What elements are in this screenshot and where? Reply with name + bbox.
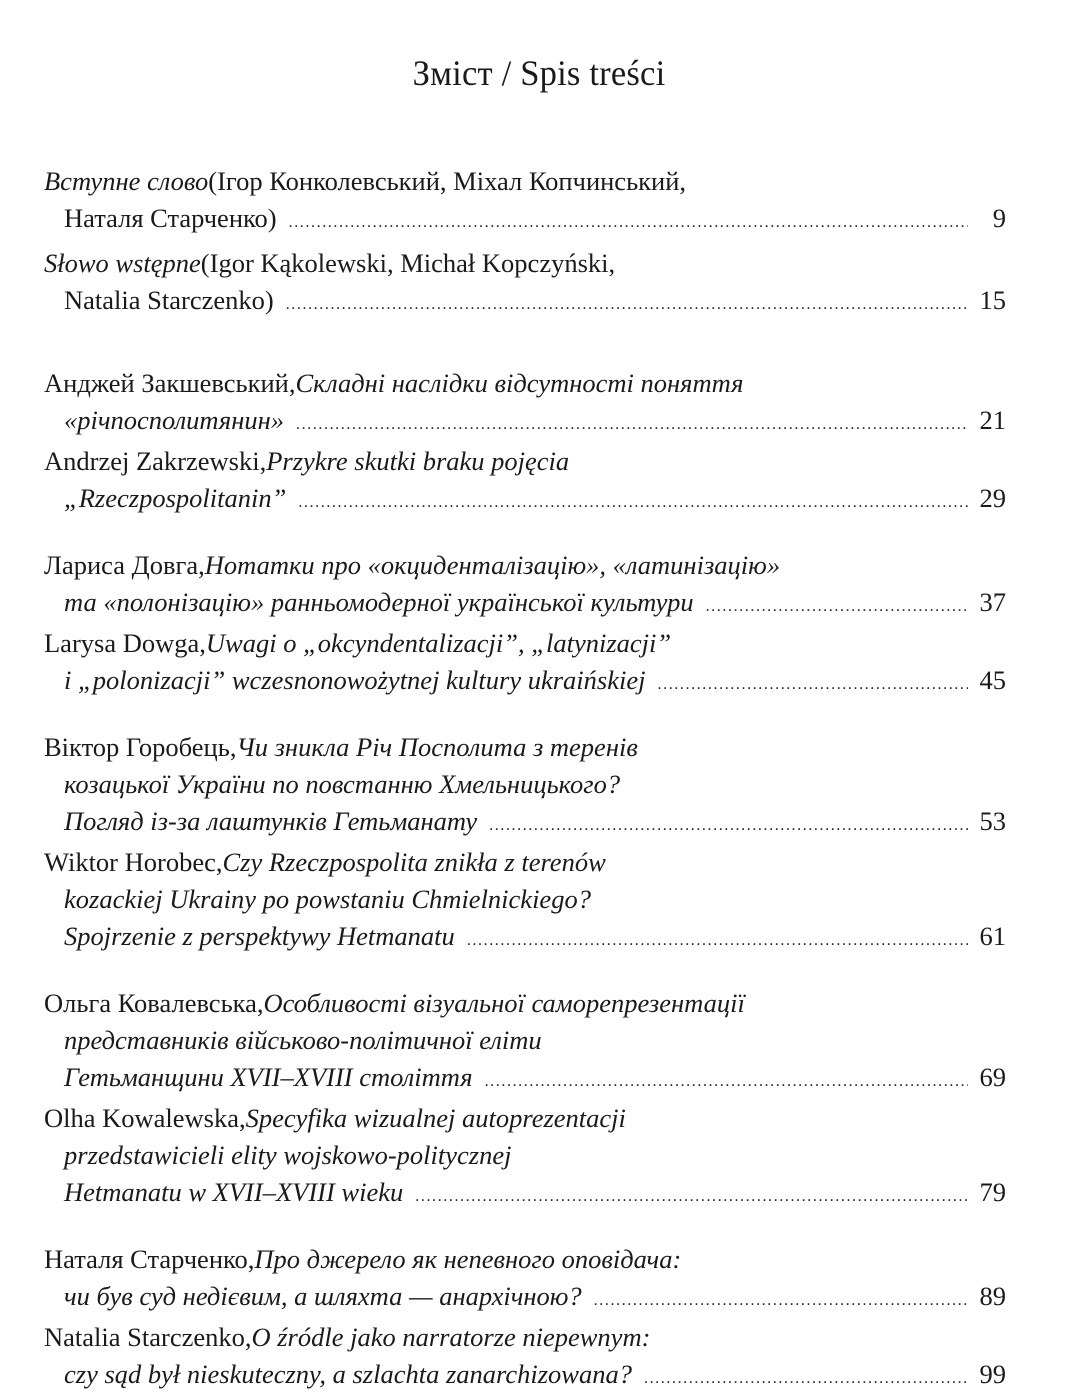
toc-entry-title: Гетьманщини XVII–XVIII століття	[64, 1062, 473, 1092]
dot-leader	[658, 666, 969, 703]
toc-entry-page: 61	[979, 921, 1006, 951]
toc-entry-line	[44, 547, 1006, 584]
toc-entry-authors: Natalia Starczenko)	[64, 285, 274, 315]
toc-entry-title: „Rzeczpospolitanin”	[64, 483, 287, 513]
dot-leader	[706, 588, 968, 625]
table-of-contents	[44, 163, 1006, 1397]
toc-entry[interactable]	[44, 1241, 1006, 1319]
dot-leader	[286, 286, 968, 323]
toc-entry-page: 99	[979, 1359, 1006, 1389]
dot-leader	[415, 1178, 968, 1215]
toc-entry-line	[44, 1278, 1006, 1319]
toc-entry-title: czy sąd był nieskuteczny, a szlachta zanarchizowana?	[64, 1359, 632, 1389]
dot-leader	[485, 1063, 968, 1100]
dot-leader	[467, 922, 968, 959]
toc-entry-title: Особливості візуальної саморепрезентації	[263, 988, 745, 1018]
toc-entry-title: та «полонізацію» ранньомодерної української культури	[64, 587, 694, 617]
toc-entry-title: Słowo wstępne	[44, 248, 201, 278]
toc-entry-title: Przykre skutki braku pojęcia	[266, 446, 570, 476]
toc-entry[interactable]	[44, 163, 1006, 241]
dot-leader	[644, 1360, 968, 1397]
toc-entry-line	[44, 1356, 1006, 1397]
toc-entry-line	[44, 1137, 1006, 1174]
toc-entry-author: Анджей Закшевський,	[44, 368, 296, 398]
toc-entry-author: Larysa Dowga,	[44, 628, 206, 658]
toc-entry-line	[44, 662, 1006, 703]
toc-entry-author: Olha Kowalewska,	[44, 1103, 246, 1133]
toc-entry[interactable]	[44, 365, 1006, 443]
toc-entry-author: Віктор Горобець,	[44, 732, 237, 762]
toc-entry-page: 69	[979, 1062, 1006, 1092]
toc-entry-line	[44, 1319, 1006, 1356]
toc-entry-page: 79	[979, 1177, 1006, 1207]
toc-entry-title: Вступне слово	[44, 166, 209, 196]
toc-entry-title: kozackiej Ukrainy po powstaniu Chmielnickiego?	[64, 884, 591, 914]
toc-entry-page: 53	[979, 806, 1006, 836]
dot-leader	[289, 204, 968, 241]
toc-entry-line	[44, 480, 1006, 521]
toc-entry-title: Hetmanatu w XVII–XVIII wieku	[64, 1177, 404, 1207]
dot-leader	[594, 1282, 968, 1319]
toc-entry-title: Нотатки про «окциденталізацію», «латинізацію»	[204, 550, 781, 580]
toc-entry[interactable]	[44, 625, 1006, 703]
toc-entry-line	[44, 766, 1006, 803]
toc-entry-title: i „polonizacji” wczesnonowożytnej kultury ukraińskiej	[64, 665, 646, 695]
toc-entry-line	[44, 844, 1006, 881]
toc-entry[interactable]	[44, 1100, 1006, 1215]
toc-entry[interactable]	[44, 1319, 1006, 1397]
toc-entry-line	[44, 803, 1006, 844]
page-title: Зміст / Spis treści	[412, 53, 666, 93]
toc-entry[interactable]	[44, 547, 1006, 625]
toc-entry-title: Погляд із-за лаштунків Гетьманату	[64, 806, 478, 836]
dot-leader	[489, 807, 968, 844]
toc-entry-page: 21	[979, 405, 1006, 435]
toc-entry-authors: Наталя Старченко)	[64, 203, 277, 233]
toc-entry-title: чи був суд недієвим, а шляхта — анархічною?	[64, 1281, 582, 1311]
toc-entry-title: Specyfika wizualnej autoprezentacji	[245, 1103, 626, 1133]
toc-entry-line	[44, 163, 1006, 200]
toc-entry-title: Про джерело як непевного оповідача:	[254, 1244, 682, 1274]
toc-entry-line	[44, 245, 1006, 282]
toc-entry-line	[44, 584, 1006, 625]
toc-entry-line	[44, 625, 1006, 662]
toc-entry-page: 89	[979, 1281, 1006, 1311]
toc-entry-title: «річпосполитянин»	[64, 405, 284, 435]
toc-entry-title: przedstawicieli elity wojskowo-politycznej	[64, 1140, 512, 1170]
toc-entry-line	[44, 443, 1006, 480]
toc-entry-title: козацької України по повстанню Хмельницького?	[64, 769, 621, 799]
toc-entry[interactable]	[44, 245, 1006, 323]
toc-entry-line	[44, 365, 1006, 402]
toc-entry-line	[44, 1174, 1006, 1215]
toc-entry-line	[44, 918, 1006, 959]
toc-entry-page: 15	[979, 285, 1006, 315]
toc-entry-line	[44, 200, 1006, 241]
toc-entry-page: 9	[992, 203, 1006, 233]
toc-entry-page: 29	[979, 483, 1006, 513]
toc-entry-author: Ольга Ковалевська,	[44, 988, 264, 1018]
toc-entry-line	[44, 282, 1006, 323]
toc-entry-title: Складні наслідки відсутності поняття	[295, 368, 744, 398]
toc-entry-title: Czy Rzeczpospolita znikła z terenów	[222, 847, 606, 877]
toc-entry-title: Uwagi o „okcyndentalizacji”, „latynizacji”	[205, 628, 672, 658]
toc-entry-authors: (Ігор Конколевський, Міхал Копчинський,	[208, 166, 687, 196]
toc-entry-line	[44, 729, 1006, 766]
toc-entry-title: представників військово-політичної еліти	[64, 1025, 542, 1055]
toc-entry[interactable]	[44, 729, 1006, 844]
toc-entry-author: Лариса Довга,	[44, 550, 205, 580]
toc-entry-page: 37	[979, 587, 1006, 617]
toc-entry-line	[44, 881, 1006, 918]
toc-entry-line	[44, 1059, 1006, 1100]
toc-entry-title: Чи зникла Річ Посполита з теренів	[236, 732, 638, 762]
toc-entry-line	[44, 985, 1006, 1022]
toc-entry-line	[44, 1022, 1006, 1059]
toc-entry[interactable]	[44, 985, 1006, 1100]
toc-entry[interactable]	[44, 844, 1006, 959]
toc-entry-line	[44, 1100, 1006, 1137]
toc-entry-line	[44, 1241, 1006, 1278]
toc-entry-line	[44, 402, 1006, 443]
toc-entry-page: 45	[979, 665, 1006, 695]
dot-leader	[298, 484, 968, 521]
toc-entry-author: Andrzej Zakrzewski,	[44, 446, 267, 476]
toc-entry[interactable]	[44, 443, 1006, 521]
dot-leader	[296, 406, 968, 443]
toc-entry-author: Wiktor Horobec,	[44, 847, 223, 877]
toc-entry-author: Наталя Старченко,	[44, 1244, 255, 1274]
toc-entry-authors: (Igor Kąkolewski, Michał Kopczyński,	[200, 248, 616, 278]
toc-entry-title: Spojrzenie z perspektywy Hetmanatu	[64, 921, 455, 951]
toc-entry-author: Natalia Starczenko,	[44, 1322, 252, 1352]
toc-entry-title: O źródle jako narratorze niepewnym:	[251, 1322, 651, 1352]
